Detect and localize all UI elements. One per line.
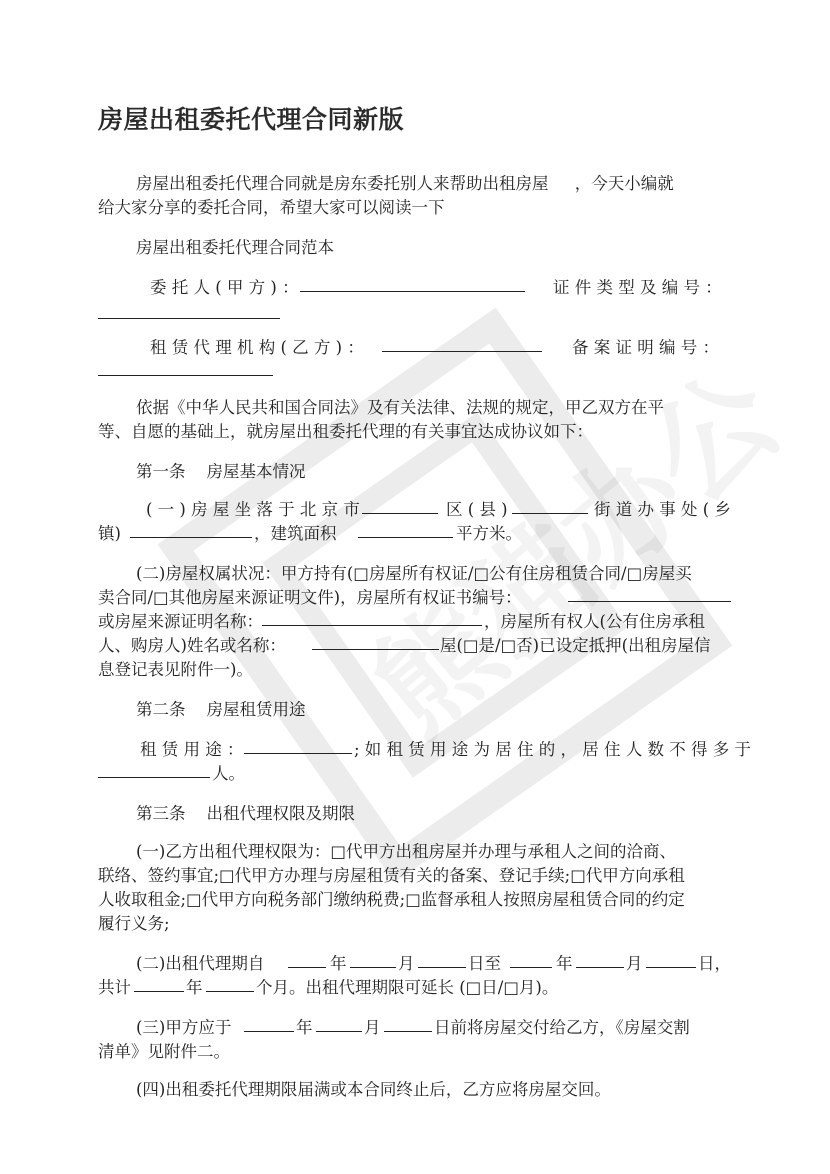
occupancy-blank	[98, 777, 210, 778]
article1-p2-line3b: ，房屋所有权人(公有住房承租	[484, 612, 705, 631]
start-day-blank	[418, 967, 466, 968]
article2-occupancy-unit: 人。	[212, 764, 245, 783]
use-blank	[244, 753, 352, 754]
article3-p2-month: 月	[398, 954, 415, 973]
party-b-blank	[382, 351, 542, 352]
article1-p1-area-label: ，建筑面积	[254, 524, 337, 543]
handover-day-blank	[384, 1031, 432, 1032]
street-blank	[512, 513, 588, 514]
article1-p2-line4a: 人、购房人)姓名或名称：	[98, 636, 286, 655]
article2-heading: 第二条 房屋租赁用途	[136, 700, 306, 719]
article2-occupancy: ; 如 租 赁 用 途 为 居 住 的 ， 居 住 人 数 不 得 多 于	[354, 740, 751, 759]
article3-p3-year: 年	[296, 1018, 313, 1037]
sample-title: 房屋出租委托代理合同范本	[136, 238, 334, 257]
party-b-record-label: 备 案 证 明 编 号 ：	[572, 338, 719, 357]
article3-p2-end-year: 年	[556, 954, 573, 973]
article3-p3-month: 月	[364, 1018, 381, 1037]
handover-year-blank	[244, 1031, 294, 1032]
article1-p1-town: 镇)	[98, 524, 121, 543]
party-b-label: 租 赁 代 理 机 构 ( 乙 方 ) ：	[150, 338, 364, 357]
basis-line-2: 等、自愿的基础上，就房屋出租委托代理的有关事宜达成协议如下：	[98, 422, 593, 441]
end-year-blank	[510, 967, 552, 968]
article1-p1-location: ( 一 ) 房 屋 坐 落 于 北 京 市	[146, 500, 360, 519]
intro-line-2: 给大家分享的委托合同，希望大家可以阅读一下	[98, 198, 445, 217]
article1-p2-line3a: 或房屋来源证明名称：	[98, 612, 263, 631]
article3-p3-rest: 日前将房屋交付给乙方，《房屋交割	[434, 1018, 690, 1037]
article3-p2-total-year: 年	[186, 978, 203, 997]
party-a-blank	[300, 291, 525, 292]
article3-p1-line3: 人收取租金;□代甲方向税务部门缴纳税费;□监督承租人按照房屋租赁合同的约定	[98, 890, 685, 909]
owner-name-blank	[312, 649, 439, 650]
article3-p3-start: (三)甲方应于	[136, 1018, 232, 1037]
article3-p4: (四)出租委托代理期限届满或本合同终止后，乙方应将房屋交回。	[136, 1080, 611, 1099]
article3-p2-extend: 个月。出租代理期限可延长 (□日/□月)。	[256, 978, 559, 997]
article1-p1-street: 街 道 办 事 处 ( 乡	[594, 500, 731, 519]
article1-p1-area-unit: 平方米。	[456, 524, 522, 543]
article3-heading: 第三条 出租代理权限及期限	[136, 804, 355, 823]
article3-p1-line1: (一)乙方出租代理权限为：□代甲方出租房屋并办理与承租人之间的洽商、	[136, 842, 676, 861]
intro-line-1: 房屋出租委托代理合同就是房东委托别人来帮助出租房屋 ，今天小编就	[136, 174, 674, 193]
article3-p2-year: 年	[330, 954, 347, 973]
handover-month-blank	[316, 1031, 362, 1032]
article1-p2-line5: 息登记表见附件一)。	[98, 660, 253, 679]
article3-p2-total: 共计	[98, 978, 131, 997]
article3-p2-end-month: 月	[626, 954, 643, 973]
document-title: 房屋出租委托代理合同新版	[98, 105, 405, 134]
article1-p2-line4b: 屋(□是/□否)已设定抵押(出租房屋信	[440, 636, 711, 655]
article3-p1-line4: 履行义务;	[98, 914, 170, 933]
certificate-number-blank	[568, 601, 731, 602]
total-month-blank	[206, 991, 254, 992]
party-b-record-blank	[98, 375, 273, 376]
article3-p2-day-to: 日至	[468, 954, 501, 973]
article3-p2-end-day: 日，	[698, 954, 731, 973]
town-blank	[130, 537, 252, 538]
article1-p2-line2: 卖合同/□其他房屋来源证明文件)，房屋所有权证书编号：	[98, 588, 522, 607]
article1-p1-district: 区 ( 县 )	[446, 500, 508, 519]
party-a-id-blank	[98, 318, 280, 319]
article1-p2-line1: (二)房屋权属状况：甲方持有(□房屋所有权证/□公有住房租赁合同/□房屋买	[136, 564, 692, 583]
article3-p1-line2: 联络、签约事宜;□代甲方办理与房屋租赁有关的备案、登记手续;□代甲方向承租	[98, 866, 685, 885]
end-day-blank	[646, 967, 696, 968]
start-year-blank	[288, 967, 326, 968]
source-name-blank	[262, 625, 482, 626]
district-blank	[362, 513, 438, 514]
watermark-text	[331, 326, 809, 766]
area-blank	[358, 537, 453, 538]
end-month-blank	[576, 967, 624, 968]
article3-p3-line2: 清单》见附件二。	[98, 1042, 230, 1061]
article1-heading: 第一条 房屋基本情况	[136, 462, 306, 481]
start-month-blank	[350, 967, 396, 968]
party-a-id-label: 证 件 类 型 及 编 号 ：	[553, 278, 722, 297]
article2-use-label: 租 赁 用 途 ：	[140, 740, 244, 759]
total-year-blank	[134, 991, 184, 992]
basis-line-1: 依据《中华人民共和国合同法》及有关法律、法规的规定，甲乙双方在平	[136, 398, 664, 417]
party-a-label: 委 托 人 ( 甲 方 ) ：	[150, 278, 299, 297]
article3-p2-start: (二)出租代理期自	[136, 954, 265, 973]
